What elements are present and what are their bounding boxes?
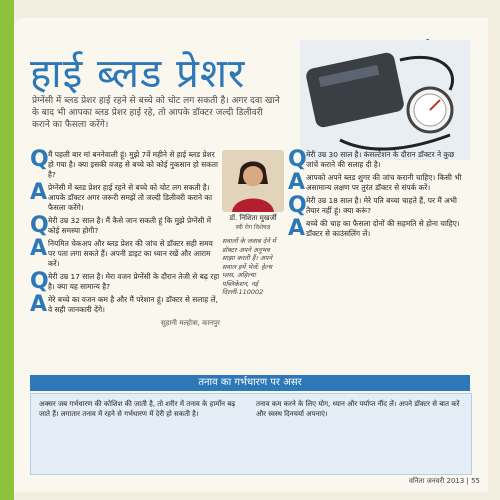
qa-item — [288, 170, 468, 195]
page-edge — [0, 0, 14, 500]
doctor-title: स्त्री रोग विशेषज्ञ — [235, 224, 271, 231]
qa-letter: A — [30, 292, 48, 317]
qa-letter: A — [30, 180, 48, 205]
qa-letter: A — [288, 170, 306, 195]
qa-item — [30, 292, 220, 317]
reader-signature: सुहानी मल्होत्रा, कानपुर — [161, 319, 220, 327]
doctor-column — [222, 150, 284, 297]
qa-text: नियमित चेकअप और ब्लड प्रेशर की जांच से डॉक्टर सही समय पर पता लगा सकते हैं। अपनी डाइट का ध्यान रखें और आराम करें। — [48, 239, 213, 268]
qa-item — [30, 213, 220, 238]
qa-text: प्रेग्नेंसी में ब्लड प्रेशर हाई रहने से बच्चे को चोट लग सकती है। आपके डॉक्टर अगर जरूरी समझें तो जल्दी डिलीवरी कराने का फैसला करेंगे। — [48, 183, 212, 212]
qa-letter: A — [30, 236, 48, 261]
qa-item — [30, 147, 220, 180]
page-title: हाई ब्लड प्रेशर — [30, 51, 246, 97]
qa-letter: A — [288, 216, 306, 241]
qa-text: बच्चे की चाह का फैसला दोनों की सहमति से होना चाहिए। डॉक्टर से काउंसलिंग लें। — [306, 219, 460, 238]
doctor-name: डॉ. निशिता मुखर्जी — [229, 214, 277, 222]
qa-text: आपको अपने ब्लड शुगर की जांच करानी चाहिए। किसी भी असामान्य लक्षण पर तुरंत डॉक्टर से संपर्क करें। — [306, 173, 462, 192]
qa-item — [288, 147, 468, 172]
doctor-photo — [222, 150, 284, 212]
qa-letter: Q — [30, 147, 49, 172]
qa-text: मेरे बच्चे का वजन कम है और मैं परेशान हूं। डॉक्टर से सलाह लें, वे सही जानकारी देंगे। — [48, 295, 218, 314]
qa-item — [288, 193, 468, 218]
qa-letter: Q — [288, 147, 307, 172]
qa-text: मेरी उम्र 17 साल है। मेरा वजन प्रेग्नेंसी के दौरान तेजी से बढ़ रहा है। क्या यह सामान्य है? — [48, 272, 220, 291]
qa-column-left — [30, 147, 220, 331]
blood-pressure-monitor-image — [300, 40, 470, 160]
qa-text: मैं पहली बार मां बननेवाली हूं। मुझे 7वें महीने से हाई ब्लड प्रेशर हो गया है। क्या इसकी वजह से बच्चे को कोई नुकसान हो सकता है? — [48, 150, 218, 179]
qa-text: मेरी उम्र 32 साल है। मैं कैसे जान सकती हूं कि मुझे प्रेग्नेंसी में कोई समस्या होगी? — [48, 216, 212, 235]
qa-item — [30, 269, 220, 294]
qa-letter: Q — [30, 213, 49, 238]
page-footer: वनिता जनवरी 2013 | 55 — [408, 477, 480, 485]
qa-text: मेरी उम्र 18 साल है। मेरे पति बच्चा चाहते हैं, पर मैं अभी तैयार नहीं हूं। क्या करूं? — [306, 196, 457, 215]
stress-text-left: अक्सर जब गर्भधारण की कोशिश की जाती है, तो शरीर में तनाव के हार्मोन बढ़ जाते हैं। लगातार तनाव में रहने से गर्भधारण में देरी हो सकती है। — [39, 400, 236, 418]
qa-item — [288, 216, 468, 241]
qa-item — [30, 236, 220, 269]
section-banner: तनाव का गर्भधारण पर असर — [30, 375, 470, 391]
article-subtitle: प्रेग्नेंसी में ब्लड प्रेशर हाई रहने से बच्चे को चोट लग सकती है। अगर दवा खाने के बाद भी आपका ब्लड प्रेशर हाई रहे, तो आपके डॉक्टर जल्दी डिलीवरी कराने का फैसला करेंगे। — [32, 96, 280, 130]
stress-text-right: तनाव कम करने के लिए योग, ध्यान और पर्याप्त नींद लें। अपने डॉक्टर से बात करें और स्वस्थ दिनचर्या अपनाएं। — [256, 400, 460, 418]
qa-item — [30, 180, 220, 213]
contact-info: सवालों के जवाब देने में डॉक्टर अपने अनुभव साझा करती हैं। अपने सवाल हमें भेजें: हेल्थ प्लस, अहिल्या पब्लिकेशन, नई दिल्ली-110002 — [222, 237, 276, 296]
qa-column-right — [288, 147, 468, 242]
qa-text: मेरी उम्र 30 साल है। कंसल्टेशन के दौरान डॉक्टर ने कुछ जांचें कराने की सलाह दी है। — [306, 150, 455, 169]
qa-letter: Q — [288, 193, 307, 218]
stress-section — [30, 393, 472, 475]
qa-letter: Q — [30, 269, 49, 294]
